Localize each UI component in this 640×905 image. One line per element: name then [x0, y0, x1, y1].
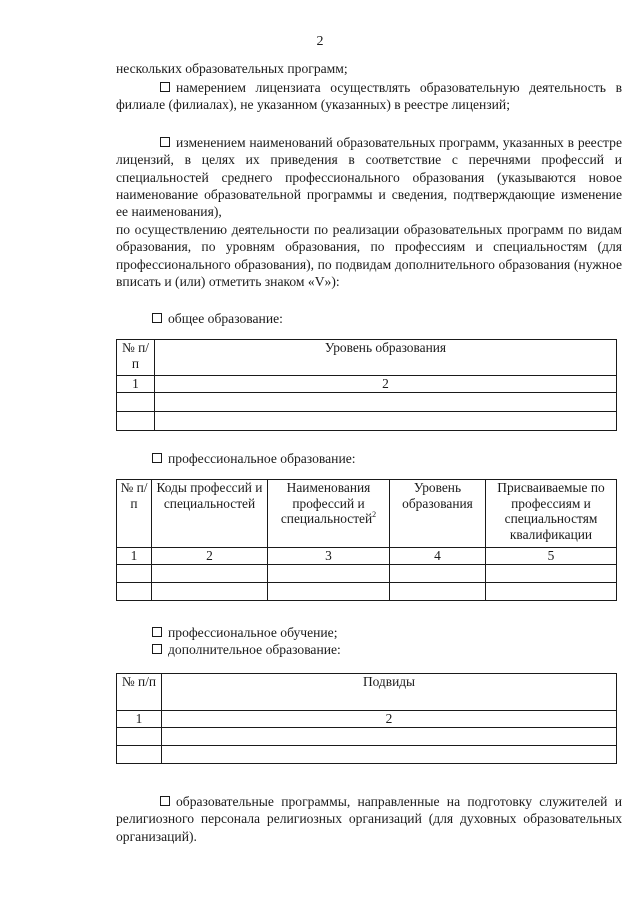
table2-colnum-1: 1	[117, 548, 152, 565]
table2-empty-cell[interactable]	[152, 565, 268, 583]
table1-empty-cell[interactable]	[155, 412, 617, 431]
checkbox-general-education[interactable]	[152, 313, 162, 323]
table2-empty-cell[interactable]	[486, 565, 617, 583]
paragraph-branch-text: намерением лицензиата осуществлять образовательную деятельность в филиале (филиалах), не указанном (указанных) в реестре лицензий;	[116, 80, 622, 113]
paragraph-continuation: нескольких образовательных программ;	[116, 61, 348, 76]
table-professional-education	[116, 479, 617, 601]
table2-colnum-5: 5	[486, 548, 617, 565]
option-professional-education	[152, 450, 356, 467]
option-additional-label: дополнительное образование:	[168, 642, 341, 657]
table2-header-number: № п/п	[117, 480, 152, 548]
checkbox-additional-education[interactable]	[152, 644, 162, 654]
table1-header-level: Уровень образования	[155, 340, 617, 376]
table3-colnum-2: 2	[162, 711, 617, 728]
checkbox-branch[interactable]	[160, 82, 170, 92]
table3-empty-cell[interactable]	[162, 728, 617, 746]
option-training-label: профессиональное обучение;	[168, 625, 338, 640]
table2-colnum-3: 3	[268, 548, 390, 565]
table2-header-names-text: Наименования профессий и специальностей	[280, 480, 373, 526]
checkbox-professional-education[interactable]	[152, 453, 162, 463]
checkbox-rename[interactable]	[160, 137, 170, 147]
table2-colnum-4: 4	[390, 548, 486, 565]
table3-header-number: № п/п	[117, 674, 162, 711]
option-professional-label: профессиональное образование:	[168, 451, 356, 466]
table3-empty-cell[interactable]	[117, 746, 162, 764]
table3-colnum-1: 1	[117, 711, 162, 728]
paragraph-activity: по осуществлению деятельности по реализации образовательных программ по видам образования, по уровням образования, по профессиям и специальностям (для профессионального образования), по подвидам дополнительного образования (нужное вписать и (или) отметить знаком «V»):	[116, 222, 622, 289]
table2-empty-cell[interactable]	[117, 565, 152, 583]
option-additional-education	[152, 641, 341, 658]
option-professional-training	[152, 624, 338, 641]
table1-empty-cell[interactable]	[117, 412, 155, 431]
paragraph-rename	[116, 134, 622, 220]
table2-header-level: Уровень образования	[390, 480, 486, 548]
table2-colnum-2: 2	[152, 548, 268, 565]
paragraph-rename-text: изменением наименований образовательных программ, указанных в реестре лицензий, в целях их приведения в соответствие с перечнями профессий и специальностей среднего профессионального образования (указываются новое наименование образовательной программы и сведения, подтверждающие изменение ее наименования),	[116, 135, 622, 220]
table2-empty-cell[interactable]	[117, 583, 152, 601]
footnote-mark: 2	[372, 510, 377, 519]
table1-empty-cell[interactable]	[117, 393, 155, 412]
page-number: 2	[316, 34, 324, 49]
table2-empty-cell[interactable]	[268, 565, 390, 583]
table2-header-names	[268, 480, 390, 548]
table-additional-education	[116, 673, 617, 764]
paragraph-religious	[116, 793, 622, 845]
table2-empty-cell[interactable]	[390, 565, 486, 583]
table-general-education	[116, 339, 617, 431]
table2-empty-cell[interactable]	[152, 583, 268, 601]
table3-empty-cell[interactable]	[117, 728, 162, 746]
table2-empty-cell[interactable]	[486, 583, 617, 601]
table2-empty-cell[interactable]	[268, 583, 390, 601]
table1-empty-cell[interactable]	[155, 393, 617, 412]
checkbox-religious-programs[interactable]	[160, 796, 170, 806]
option-general-education	[152, 310, 283, 327]
paragraph-branch	[116, 79, 622, 114]
table1-colnum-2: 2	[155, 376, 617, 393]
table2-empty-cell[interactable]	[390, 583, 486, 601]
table3-empty-cell[interactable]	[162, 746, 617, 764]
checkbox-professional-training[interactable]	[152, 627, 162, 637]
paragraph-religious-text: образовательные программы, направленные на подготовку служителей и религиозного персонала религиозных организаций (для духовных образовательных организаций).	[116, 794, 622, 844]
table1-header-number: № п/п	[117, 340, 155, 376]
table1-colnum-1: 1	[117, 376, 155, 393]
table2-header-codes: Коды профессий и специальностей	[152, 480, 268, 548]
option-general-label: общее образование:	[168, 311, 283, 326]
table2-header-qualification: Присваиваемые по профессиям и специальностям квалификации	[486, 480, 617, 548]
table3-header-subtypes: Подвиды	[162, 674, 617, 711]
